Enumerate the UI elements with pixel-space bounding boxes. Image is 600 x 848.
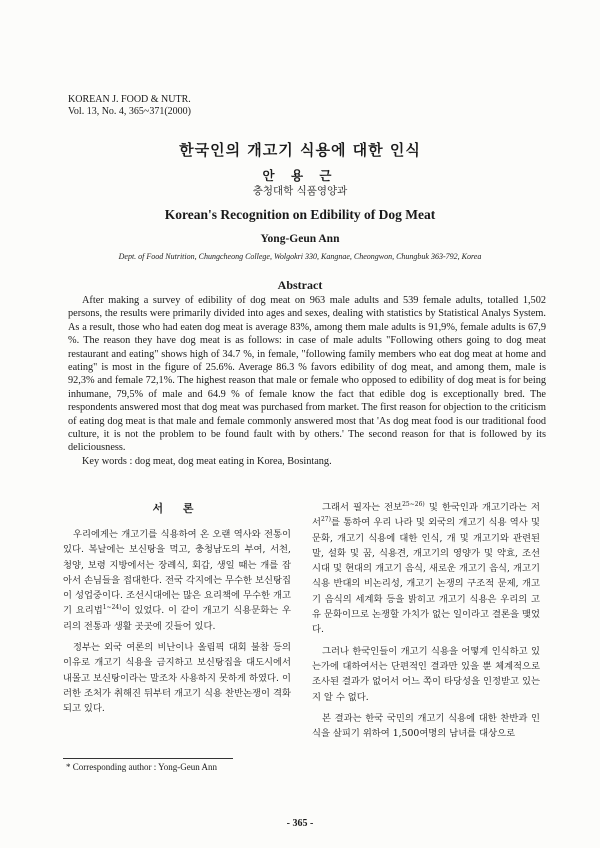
citation-superscript: 27) [320,516,331,524]
abstract-block [68,294,546,468]
journal-citation [68,94,191,118]
left-p1-text-a: 우리에게는 개고기를 식용하여 온 오랜 역사와 전통이 있다. 복날에는 보신탕을 먹고, 충청남도의 부여, 서천, 청양, 보령 지방에서는 장례식, 회갑, 생일 때는 개를 잡아서 손님들을 접대한다. 전국 각지에는 무수한 보신탕집이 성업중이다. 조선시대에는 많은 요리책에 무수한 개고기 요리법 [63,529,291,617]
right-p1-text-c: 를 통하여 우리 나라 및 외국의 개고기 식용 역사 및 문화, 개고기 식용에 대한 인식, 개 및 개고기와 관련된 말, 설화 및 꿈, 식용견, 개고기의 영양가 및 약효, 조선 시대 및 현대의 개고기 음식, 새로운 개고기 음식, 개고기 식용 반대의 비논리성, 개고기 논쟁의 구조적 문제, 개고기 음식의 세계화 등을 밝히고 개고기 식용은 우리의 고유 문화이므로 논쟁할 가치가 없는 일이라고 결론을 맺었다. [312,517,540,636]
right-p1-text-a: 그래서 필자는 전보 [322,502,403,513]
footnote-divider [63,758,233,759]
right-column [312,500,540,741]
page-number: - 365 - [286,818,314,829]
journal-name: KOREAN J. FOOD & NUTR. [68,94,191,105]
left-p1-text-b: 이 있었다. 이 같이 개고기 식용문화는 우리의 전통과 생활 곳곳에 깃들어 있다. [63,605,291,632]
right-paragraph-3: 본 결과는 한국 국민의 개고기 식용에 대한 찬반과 인식을 살피기 위하여 1,500여명의 남녀를 대상으로 [312,712,540,740]
abstract-text: After making a survey of edibility of dog meat on 963 male adults and 539 female adults, totalled 1,502 persons, the results were primarily divided into ages and sexes, dealing with statistics by Statistical Analys System. As a result, those who had eaten dog meat is average 83%, among them male adults is 91,9%, female adults is 67,9 %. The reason they have dog meat is as follows: in case of male adults "Following others going to dog meat restaurant and eating" shows high of 34.7 %, in female, "following family members who eat dog meat at home and eating" is most in the figure of 25.6%. Average 86.3 % favors edibility of dog meat, and among them, male is 92,3% and female 72,1%. The highest reason that male or female who opposed to edibility of dog meat is for being inhumane, 79,5% of male and 64.9 % of female know the fact that edible dog is exceptionally bred. The respondents answered most that dog meat was purchased from market. The first reason for objection to the criticism of eating dog meat is that male and female commonly answered most that 'As dog meat food is our traditional food culture, it is not the problem to be found fault with by others.' The second reason for that is followed by its deliciousness. [68,295,546,454]
korean-title: 한국인의 개고기 식용에 대한 인식 [179,141,421,159]
right-paragraph-1 [312,500,540,638]
english-title: Korean's Recognition on Edibility of Dog Meat [164,207,436,222]
keywords: Key words : dog meat, dog meat eating in Korea, Bosintang. [82,455,332,467]
korean-affiliation: 충청대학 식품영양과 [252,185,348,197]
english-affiliation: Dept. of Food Nutrition, Chungcheong College, Wolgokri 330, Kangnae, Cheongwon, Chungbuk 363-792, Korea [118,252,482,261]
left-paragraph-1 [63,527,291,634]
journal-volume: Vol. 13, No. 4, 365~371(2000) [68,106,192,117]
left-column [63,527,291,717]
left-paragraph-2: 정부는 외국 여론의 비난이나 올림픽 대회 불참 등의 이유로 개고기 식용을 금지하고 보신탕집을 대도시에서 내몰고 보신탕이라는 말조차 사용하지 못하게 하였다. 이러한 조처가 취해진 뒤부터 개고기 식용 찬반논쟁이 격화되고 있다. [63,642,291,715]
english-author: Yong-Geun Ann [260,233,340,245]
abstract-heading: Abstract [277,278,323,292]
citation-superscript: 25~26) [402,500,425,508]
citation-superscript: 1~24) [102,604,122,612]
right-p1-text-b: 및 한국인과 개고기라는 저서 [312,502,540,529]
right-paragraph-2: 그러나 한국인들이 개고기 식용을 어떻게 인식하고 있는가에 대하여서는 단편적인 결과만 있을 뿐 체계적으로 조사된 결과가 없어서 어느 쪽이 타당성을 인정받고 있는지 알 수 없다. [312,645,540,703]
korean-author: 안 용 근 [262,168,338,183]
section-heading-introduction: 서 론 [152,502,202,515]
footnote: * Corresponding author : Yong-Geun Ann [66,762,217,772]
